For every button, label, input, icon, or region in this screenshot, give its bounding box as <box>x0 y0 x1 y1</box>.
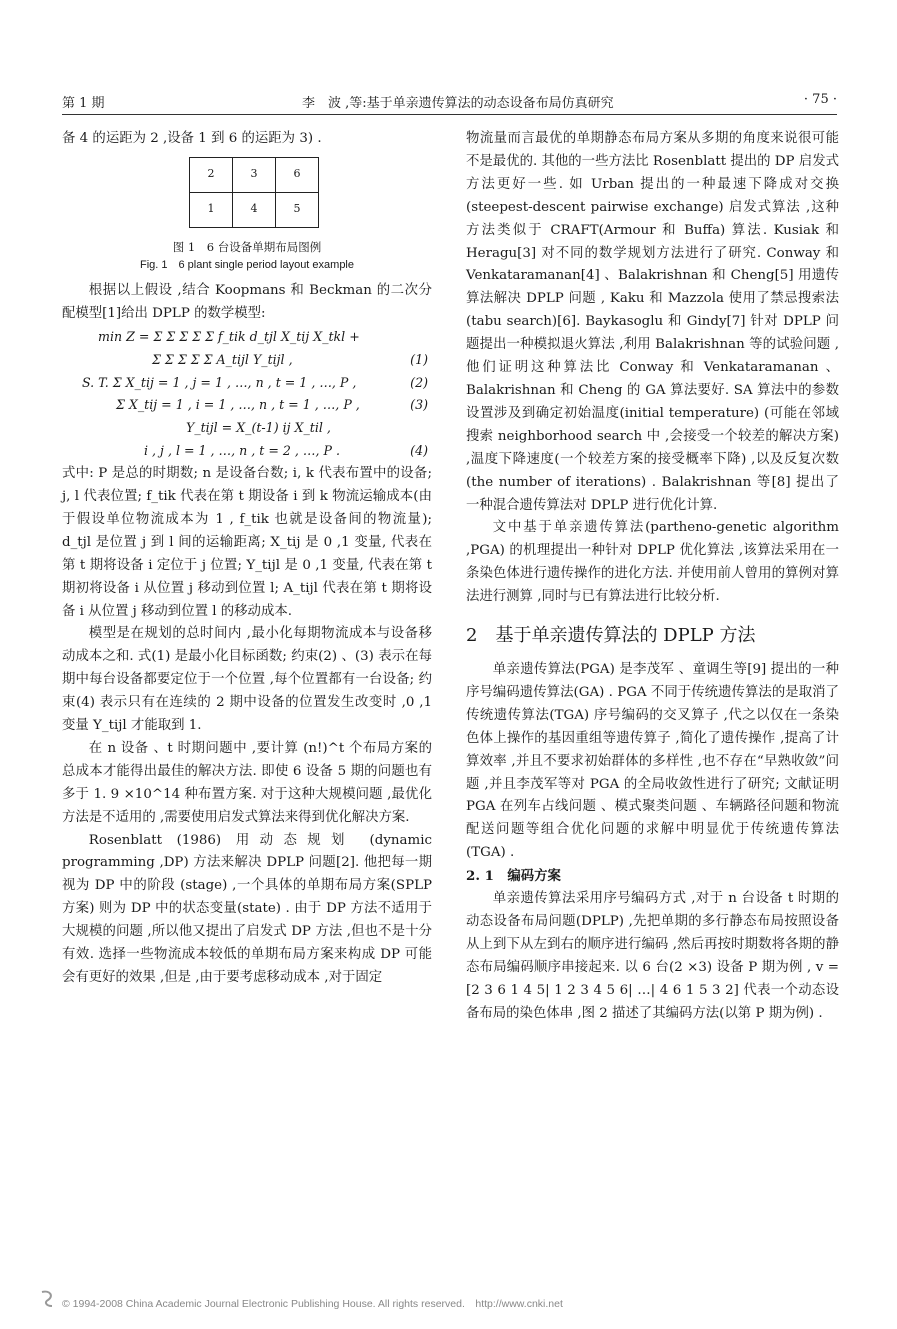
equation-number: (1) <box>410 351 428 367</box>
page-number: · 75 · <box>803 92 837 107</box>
right-column <box>466 128 839 1026</box>
equation-4b: i , j , l = 1 , …, n , t = 2 , …, P . (4) <box>62 440 432 463</box>
pga-paragraph: 单亲遗传算法(PGA) 是李茂军 、童调生等[9] 提出的一种序号编码遗传算法(GA) . PGA 不同于传统遗传算法的是取消了传统遗传算法(TGA) 序号编码的交叉算子 ,代之以仅在一条染色体上操作的基因重组等遗传算子 ,简化了遗传操作 ,提高了计算效率 ,并且不要求初始群体的多样性 ,也不存在“早熟收敛”问题 ,并且李茂军等对 PGA 的全局收敛性进行了研究; 文献证明 PGA 在列车占线问题 、模式聚类问题 、车辆路径问题和物流配送问题等组合优化问题的求解中明显优于传统遗传算法(TGA) . <box>466 662 839 861</box>
article-running-title: 李 波 ,等:基于单亲遗传算法的动态设备布局仿真研究 <box>302 96 614 111</box>
left-column <box>62 128 432 990</box>
grid-cell: 3 <box>233 157 276 192</box>
running-header <box>62 92 837 115</box>
section-heading: 2 基于单亲遗传算法的 DPLP 方法 <box>466 625 756 647</box>
model-explanation-paragraph: 模型是在规划的总时间内 ,最小化每期物流成本与设备移动成本之和. 式(1) 是最小化目标函数; 约束(2) 、(3) 表示在每期中每台设备都要定位于一个位置 ,每个位置都有一台设备; 约束(4) 表示只有在连续的 2 期中设备的位置发生改变时 ,0 ,1 变量 Y_tijl 才能取到 1. <box>62 626 432 734</box>
rosenblatt-paragraph: Rosenblatt (1986) 用动态规划 (dynamic programming ,DP) 方法来解决 DPLP 问题[2]. 他把每一期视为 DP 中的阶段 (stage) ,一个具体的单期布局方案(SPLP 方案) 则为 DP 中的状态变量(state) . 由于 DP 方法不适用于大规模的问题 ,所以他又提出了启发式 DP 方法 ,但也不是十分有效. 选择一些物流成本较低的单期布局方案来构成 DP 可能会有更好的效果 ,但是 ,由于要考虑移动成本 ,对于固定 <box>62 832 432 985</box>
equation-4a: Y_tijl = X_(t-1) ij X_til , <box>186 420 331 436</box>
subsection-heading: 2. 1 编码方案 <box>466 868 561 885</box>
encoding-paragraph: 单亲遗传算法采用序号编码方式 ,对于 n 台设备 t 时期的动态设备布局问题(DPLP) ,先把单期的多行静态布局按照设备从上到下从左到右的顺序进行编码 ,然后再按时期数将各期的静态布局编码顺序串接起来. 以 6 台(2 ×3) 设备 P 期为例 , v = [2 3 6 1 4 5| 1 2 3 4 5 6| …| 4 6 1 5 3 2] 代表一个动态设备布局的染色体串 ,图 2 描述了其编码方法(以第 P 期为例) . <box>466 891 839 1021</box>
copyright-footer: © 1994-2008 China Academic Journal Electronic Publishing House. All rights reserved. http://www.cnki.net <box>62 1298 563 1310</box>
issue-number: 第 1 期 <box>62 96 105 111</box>
layout-grid-figure <box>189 157 319 228</box>
cnki-logo-icon <box>38 1288 56 1310</box>
equation-number: (4) <box>410 443 428 459</box>
literature-paragraph: 物流量而言最优的单期静态布局方案从多期的角度来说很可能不是最优的. 其他的一些方法比 Rosenblatt 提出的 DP 启发式方法更好一些. 如 Urban 提出的一种最速下降成对交换(steepest-descent pairwise exchange) 启发式算法 ,这种方法类似于 CRAFT(Armour 和 Buffa) 算法. Kusiak 和 Heragu[3] 对不同的数学规划方法进行了研究. Conway 和 Venkataramanan[4] 、Balakrishnan 和 Cheng[5] 用遗传算法解决 DPLP 问题 , Kaku 和 Mazzola 使用了禁忌搜索法 (tabu search)[6]. Baykasoglu 和 Gindy[7] 针对 DPLP 问题提出一种模拟退火算法 ,利用 Balakrishnan 等的试验问题 ,他们证明这种算法比 Conway 和 Venkataramanan 、Balakrishnan 和 Cheng 的 GA 算法要好. SA 算法中的参数设置涉及到确定初始温度(initial temperature) (可能在邻域搜索 neighborhood search 中 ,会接受一个较差的解决方案) ,温度下降速度(一个较差方案的接受概率下降) ,以及反复次数(the number of iterations) . Balakrishnan 等[8] 提出了一种混合遗传算法对 DPLP 进行优化计算. <box>466 131 839 513</box>
equation-1a: min Z = Σ Σ Σ Σ Σ f_tik d_tjl X_tij X_tkl + <box>98 328 360 344</box>
equation-1b: Σ Σ Σ Σ Σ A_tijl Y_tijl , (1) <box>62 349 432 372</box>
grid-cell: 1 <box>190 192 233 227</box>
figure-caption-en: Fig. 1 6 plant single period layout example <box>139 258 354 271</box>
model-intro-paragraph: 根据以上假设 ,结合 Koopmans 和 Beckman 的二次分配模型[1]给出 DPLP 的数学模型: <box>62 282 432 321</box>
grid-cell: 5 <box>276 192 319 227</box>
symbol-definitions: 式中: P 是总的时期数; n 是设备台数; i, k 代表布置中的设备; j, l 代表位置; f_tik 代表在第 t 期设备 i 到 k 物流运输成本(由于假设单位物流成本为 1 , f_tik 也就是设备间的物流量); d_tjl 是位置 j 到 l 间的运输距离; X_tij 是 0 ,1 变量, 代表在第 t 期将设备 i 定位于 j 位置; Y_tijl 是 0 ,1 变量, 代表在第 t 期初将设备 i 从位置 j 移动到位置 l; A_tijl 代表在第 t 期将设备 i 从位置 j 移动到位置 l 的移动成本. <box>62 466 432 619</box>
equation-number: (2) <box>410 374 428 390</box>
complexity-paragraph: 在 n 设备 、t 时期问题中 ,要计算 (n!)^t 个布局方案的总成本才能得出最佳的解决方法. 即使 6 设备 5 期的问题也有多于 1. 9 ×10^14 种布置方案. 对于这种大规模问题 ,最优化方法是不适用的 ,需要使用启发式算法来得到优化解决方案. <box>62 740 432 825</box>
equation-2: S. T. Σ X_tij = 1 , j = 1 , …, n , t = 1 , …, P , (2) <box>62 372 432 395</box>
grid-cell: 2 <box>190 157 233 192</box>
equation-number: (3) <box>410 397 428 413</box>
equation-3: Σ X_tij = 1 , i = 1 , …, n , t = 1 , …, P , (3) <box>62 394 432 417</box>
grid-cell: 6 <box>276 157 319 192</box>
figure-caption-cn: 图 1 6 台设备单期布局图例 <box>172 239 322 254</box>
intro-line: 备 4 的运距为 2 ,设备 1 到 6 的运距为 3) . <box>62 131 322 146</box>
grid-cell: 4 <box>233 192 276 227</box>
contribution-paragraph: 文中基于单亲遗传算法(partheno-genetic algorithm ,PGA) 的机理提出一种针对 DPLP 优化算法 ,该算法采用在一条染色体进行遗传操作的进化方法. 并使用前人曾用的算例对算法进行测算 ,同时与已有算法进行比较分析. <box>466 520 839 605</box>
